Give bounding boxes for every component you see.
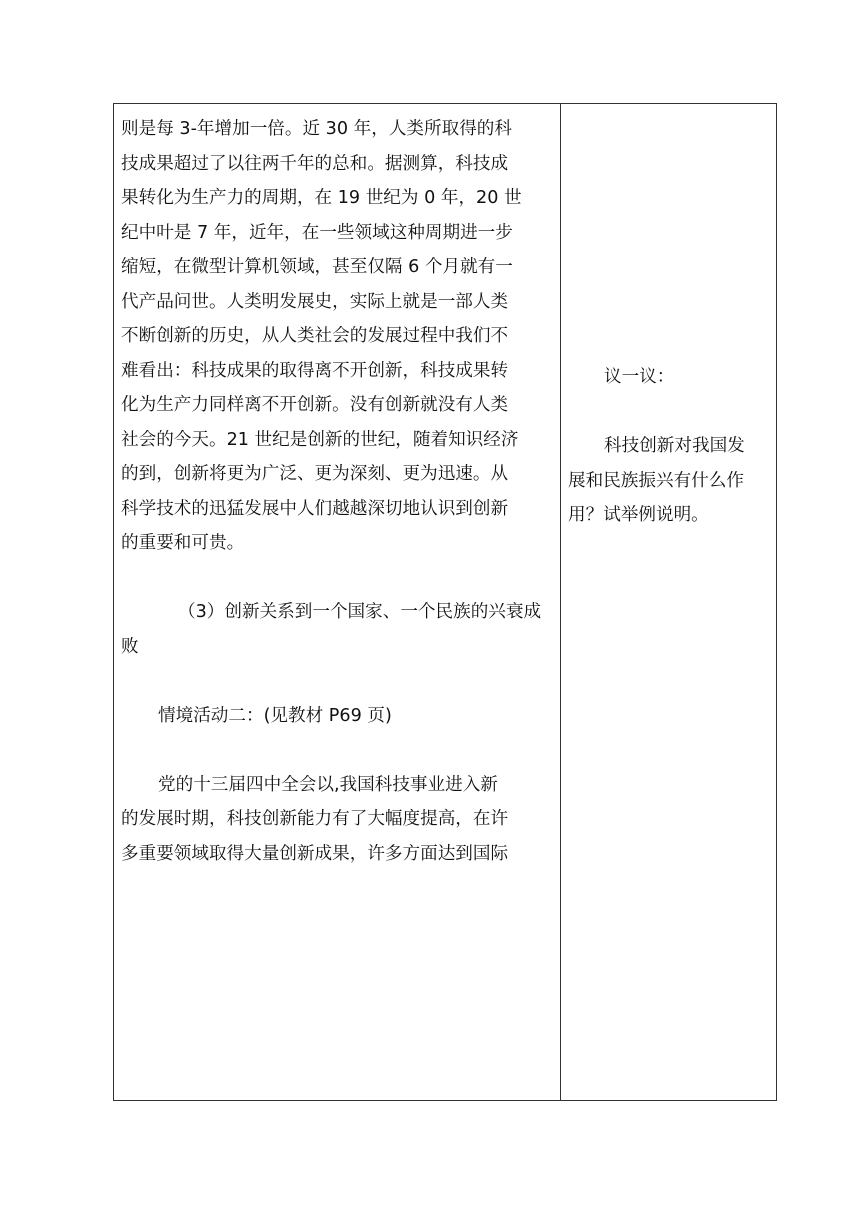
text-line: 技成果超过了以往两千年的总和。据测算，科技成 [121, 153, 509, 174]
text-line: 的重要和可贵。 [121, 533, 245, 553]
text-line: 不断创新的历史，从人类社会的发展过程中我们不 [121, 326, 509, 346]
text-line: 缩短，在微型计算机领域，甚至仅隔 6 个月就有一 [121, 257, 513, 277]
text-line: 的到，创新将更为广泛、更为深刻、更为迅速。从 [121, 464, 509, 484]
text-line: 党的十三届四中全会以,我国科技事业进入新 [158, 774, 498, 795]
content-table [113, 103, 777, 1101]
section-heading-cont: 败 [121, 636, 139, 657]
discussion-heading: 议一议： [604, 367, 675, 387]
question-line: 展和民族振兴有什么作 [568, 470, 744, 491]
text-line: 科学技术的迅猛发展中人们越越深切地认识到创新 [121, 498, 509, 519]
activity-title: 情境活动二：(见教材 P69 页) [158, 705, 392, 726]
text-line: 则是每 3-年增加一倍。近 30 年，人类所取得的科 [121, 119, 512, 139]
text-line: 果转化为生产力的周期，在 19 世纪为 0 年，20 世 [121, 188, 522, 208]
text-line: 的发展时期，科技创新能力有了大幅度提高，在许 [121, 809, 509, 829]
right-column [568, 360, 774, 533]
text-line: 纪中叶是 7 年，近年，在一些领域这种周期进一步 [121, 222, 513, 243]
question-line: 用？试举例说明。 [568, 505, 709, 525]
text-line: 多重要领域取得大量创新成果，许多方面达到国际 [121, 843, 509, 864]
section-heading: （3）创新关系到一个国家、一个民族的兴衰成 [178, 602, 542, 622]
left-column [121, 112, 557, 871]
text-line: 社会的今天。21 世纪是创新的世纪，随着知识经济 [121, 429, 519, 450]
question-line: 科技创新对我国发 [604, 436, 745, 456]
text-line: 化为生产力同样离不开创新。没有创新就没有人类 [121, 395, 509, 415]
text-line: 难看出：科技成果的取得离不开创新，科技成果转 [121, 360, 509, 381]
text-line: 代产品问世。人类明发展史，实际上就是一部人类 [121, 291, 509, 312]
column-divider [560, 104, 561, 1100]
